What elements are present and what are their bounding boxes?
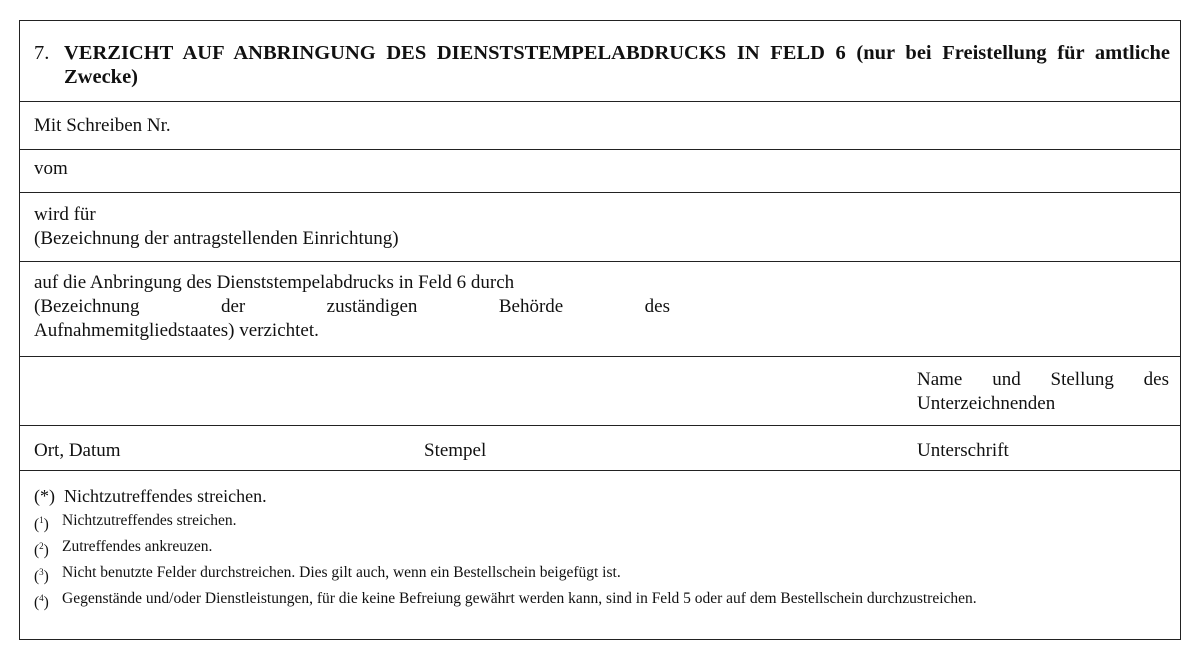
footnote-text: Nichtzutreffendes streichen. [62,512,237,529]
footnote-text: Zutreffendes ankreuzen. [62,538,213,555]
divider [20,149,1180,150]
divider [20,356,1180,357]
authority-label-line1: (Bezeichnung der zuständigen Behörde des [34,296,670,317]
divider [20,425,1180,426]
date-from-label: vom [34,158,68,179]
footnote-text: Gegenstände und/oder Dienstleistungen, für die keine Befreiung gewährt werden kann, sind in Feld 5 oder auf dem Bestellschein durchzustreichen. [62,590,977,607]
footnote-marker: ($^4$) [34,593,49,611]
divider [20,192,1180,193]
signature-label: Unterschrift [917,440,1009,461]
divider [20,261,1180,262]
divider [20,101,1180,102]
authority-label-line2: Aufnahmemitgliedstaates) verzichtet. [34,320,319,341]
requesting-institution-label: (Bezeichnung der antragstellenden Einrichtung) [34,228,399,249]
place-date-label: Ort, Datum [34,440,121,461]
footnote-marker: (*) [34,486,55,506]
section-title: VERZICHT AUF ANBRINGUNG DES DIENSTSTEMPELABDRUCKS IN FELD 6 (nur bei Freistellung für amtliche Zwecke) [64,42,1170,88]
footnote-2 [34,537,1170,559]
footnote-4 [34,589,1170,611]
section-number: 7. [34,42,50,64]
stamp-label: Stempel [424,440,487,461]
footnote-asterisk [34,485,267,507]
footnote-3 [34,563,1170,585]
footnote-1 [34,511,1170,533]
waiver-form-box [19,20,1181,640]
letter-number-label: Mit Schreiben Nr. [34,115,171,136]
footnote-text: Nicht benutzte Felder durchstreichen. Dies gilt auch, wenn ein Bestellschein beigefügt ist. [62,564,621,581]
requester-for-label: wird für [34,204,96,225]
footnote-marker: ($^3$) [34,567,49,585]
signatory-label-line2: Unterzeichnenden [917,393,1056,414]
stamp-waiver-label: auf die Anbringung des Dienststempelabdrucks in Feld 6 durch [34,272,515,293]
section-heading [34,41,1170,89]
footnote-marker: ($^2$) [34,541,49,559]
signatory-label-line1: Name und Stellung des [917,369,1169,390]
footnote-marker: ($^1$) [34,515,49,533]
divider [20,470,1180,471]
signatory-name-position-label [917,368,1169,416]
footnote-text: Nichtzutreffendes streichen. [64,486,267,506]
